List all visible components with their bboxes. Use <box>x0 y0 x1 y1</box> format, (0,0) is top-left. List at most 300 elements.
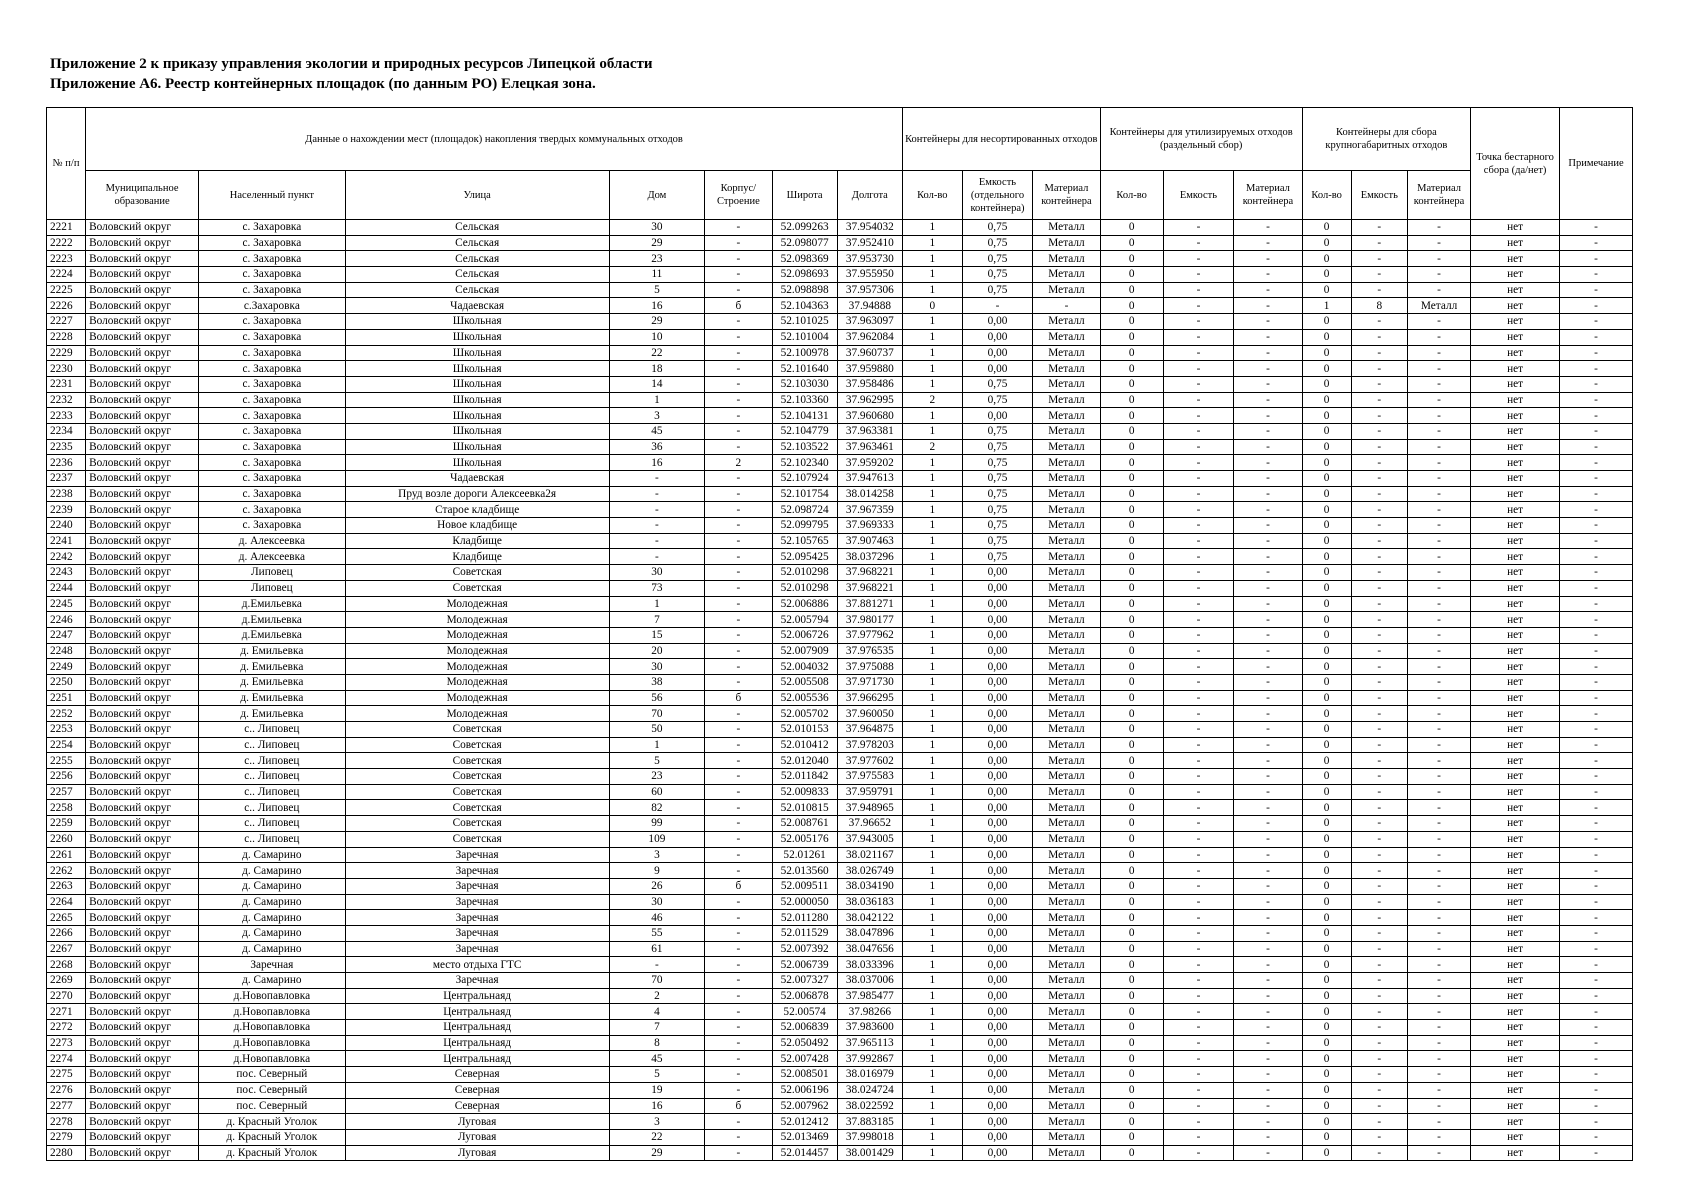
cell-recyclable-capacity: - <box>1163 863 1234 879</box>
cell-unsorted-capacity: 0,00 <box>962 690 1033 706</box>
cell-settlement: с. Захаровка <box>199 345 346 361</box>
cell-containerless: нет <box>1471 1035 1560 1051</box>
cell-settlement: с.. Липовец <box>199 769 346 785</box>
cell-street: Сельская <box>345 251 609 267</box>
cell-settlement: д. Алексеевка <box>199 533 346 549</box>
cell-note: - <box>1560 816 1633 832</box>
cell-street: Школьная <box>345 455 609 471</box>
cell-street: Старое кладбище <box>345 502 609 518</box>
cell-street: Молодежная <box>345 627 609 643</box>
cell-bulky-material: - <box>1408 235 1471 251</box>
cell-building: - <box>705 1145 772 1161</box>
cell-building: - <box>705 314 772 330</box>
cell-lat: 52.012040 <box>772 753 837 769</box>
cell-note: - <box>1560 471 1633 487</box>
cell-lat: 52.005536 <box>772 690 837 706</box>
cell-unsorted-capacity: 0,00 <box>962 314 1033 330</box>
cell-recyclable-capacity: - <box>1163 925 1234 941</box>
cell-bulky-count: 0 <box>1302 1082 1351 1098</box>
cell-building: - <box>705 910 772 926</box>
cell-num: 2237 <box>47 471 86 487</box>
cell-building: - <box>705 471 772 487</box>
header-unsorted-capacity: Емкость (отдельного контейнера) <box>962 171 1033 220</box>
cell-street: Заречная <box>345 847 609 863</box>
cell-recyclable-material: - <box>1234 345 1302 361</box>
cell-unsorted-material: Металл <box>1033 1020 1100 1036</box>
cell-bulky-capacity: - <box>1351 408 1407 424</box>
cell-bulky-count: 0 <box>1302 863 1351 879</box>
cell-note: - <box>1560 863 1633 879</box>
cell-building: - <box>705 423 772 439</box>
cell-bulky-material: - <box>1408 706 1471 722</box>
cell-lon: 37.992867 <box>837 1051 902 1067</box>
cell-building: - <box>705 596 772 612</box>
table-row <box>47 298 1633 314</box>
cell-unsorted-count: 1 <box>902 737 962 753</box>
cell-building: - <box>705 329 772 345</box>
cell-house: 8 <box>609 1035 705 1051</box>
cell-containerless: нет <box>1471 235 1560 251</box>
cell-building: - <box>705 643 772 659</box>
cell-unsorted-material: Металл <box>1033 455 1100 471</box>
cell-bulky-capacity: - <box>1351 565 1407 581</box>
cell-containerless: нет <box>1471 565 1560 581</box>
cell-unsorted-material: Металл <box>1033 1082 1100 1098</box>
cell-lon: 37.947613 <box>837 471 902 487</box>
cell-unsorted-material: Металл <box>1033 423 1100 439</box>
cell-recyclable-count: 0 <box>1100 816 1163 832</box>
cell-bulky-material: Металл <box>1408 298 1471 314</box>
cell-unsorted-count: 1 <box>902 1067 962 1083</box>
cell-unsorted-count: 1 <box>902 282 962 298</box>
cell-street: Северная <box>345 1067 609 1083</box>
cell-settlement: д. Красный Уголок <box>199 1129 346 1145</box>
cell-bulky-count: 0 <box>1302 973 1351 989</box>
table-row <box>47 674 1633 690</box>
cell-bulky-count: 0 <box>1302 643 1351 659</box>
cell-unsorted-capacity: 0,75 <box>962 471 1033 487</box>
cell-note: - <box>1560 847 1633 863</box>
cell-bulky-material: - <box>1408 580 1471 596</box>
cell-num: 2254 <box>47 737 86 753</box>
cell-municipality: Воловский округ <box>86 1145 199 1161</box>
document-title <box>50 54 653 94</box>
cell-recyclable-count: 0 <box>1100 282 1163 298</box>
cell-containerless: нет <box>1471 439 1560 455</box>
cell-num: 2225 <box>47 282 86 298</box>
cell-settlement: д. Емильевка <box>199 643 346 659</box>
cell-recyclable-material: - <box>1234 910 1302 926</box>
cell-recyclable-count: 0 <box>1100 957 1163 973</box>
cell-lat: 52.104779 <box>772 423 837 439</box>
cell-settlement: с. Захаровка <box>199 251 346 267</box>
cell-settlement: д. Самарино <box>199 894 346 910</box>
cell-bulky-capacity: - <box>1351 737 1407 753</box>
cell-lat: 52.098724 <box>772 502 837 518</box>
cell-containerless: нет <box>1471 580 1560 596</box>
cell-num: 2239 <box>47 502 86 518</box>
cell-note: - <box>1560 973 1633 989</box>
cell-bulky-material: - <box>1408 471 1471 487</box>
cell-bulky-count: 0 <box>1302 392 1351 408</box>
cell-unsorted-material: Металл <box>1033 722 1100 738</box>
cell-bulky-capacity: - <box>1351 816 1407 832</box>
cell-lon: 38.016979 <box>837 1067 902 1083</box>
cell-building: - <box>705 847 772 863</box>
cell-street: Пруд возле дороги Алексеевка2я <box>345 486 609 502</box>
cell-bulky-capacity: - <box>1351 1114 1407 1130</box>
cell-street: Луговая <box>345 1145 609 1161</box>
cell-lat: 52.010298 <box>772 580 837 596</box>
cell-unsorted-material: Металл <box>1033 612 1100 628</box>
cell-lon: 37.960680 <box>837 408 902 424</box>
cell-recyclable-capacity: - <box>1163 1114 1234 1130</box>
table-row <box>47 282 1633 298</box>
cell-municipality: Воловский округ <box>86 1129 199 1145</box>
cell-unsorted-capacity: 0,00 <box>962 878 1033 894</box>
cell-house: 7 <box>609 612 705 628</box>
cell-lat: 52.010153 <box>772 722 837 738</box>
cell-unsorted-capacity: 0,00 <box>962 941 1033 957</box>
cell-unsorted-capacity: 0,00 <box>962 831 1033 847</box>
cell-unsorted-material: Металл <box>1033 518 1100 534</box>
cell-recyclable-material: - <box>1234 1051 1302 1067</box>
cell-recyclable-material: - <box>1234 329 1302 345</box>
cell-note: - <box>1560 769 1633 785</box>
cell-bulky-capacity: - <box>1351 1145 1407 1161</box>
cell-unsorted-capacity: 0,00 <box>962 329 1033 345</box>
table-row <box>47 894 1633 910</box>
cell-unsorted-material: Металл <box>1033 1035 1100 1051</box>
cell-unsorted-count: 1 <box>902 267 962 283</box>
cell-bulky-capacity: 8 <box>1351 298 1407 314</box>
cell-unsorted-material: Металл <box>1033 957 1100 973</box>
cell-unsorted-count: 1 <box>902 847 962 863</box>
cell-lon: 38.037006 <box>837 973 902 989</box>
cell-bulky-material: - <box>1408 1004 1471 1020</box>
cell-unsorted-count: 1 <box>902 329 962 345</box>
cell-municipality: Воловский округ <box>86 925 199 941</box>
cell-house: 1 <box>609 596 705 612</box>
cell-building: 2 <box>705 455 772 471</box>
cell-municipality: Воловский округ <box>86 1067 199 1083</box>
cell-note: - <box>1560 565 1633 581</box>
cell-note: - <box>1560 439 1633 455</box>
cell-num: 2273 <box>47 1035 86 1051</box>
table-row <box>47 690 1633 706</box>
cell-recyclable-material: - <box>1234 659 1302 675</box>
cell-unsorted-capacity: 0,75 <box>962 502 1033 518</box>
cell-unsorted-count: 1 <box>902 988 962 1004</box>
cell-containerless: нет <box>1471 282 1560 298</box>
cell-building: - <box>705 1020 772 1036</box>
cell-street: Советская <box>345 580 609 596</box>
cell-lat: 52.103030 <box>772 376 837 392</box>
header-bulky-group: Контейнеры для сбора крупногабаритных отходов <box>1302 108 1470 171</box>
cell-bulky-material: - <box>1408 800 1471 816</box>
cell-containerless: нет <box>1471 816 1560 832</box>
header-lon: Долгота <box>837 171 902 220</box>
cell-note: - <box>1560 627 1633 643</box>
cell-num: 2280 <box>47 1145 86 1161</box>
cell-municipality: Воловский округ <box>86 627 199 643</box>
cell-recyclable-count: 0 <box>1100 439 1163 455</box>
cell-lon: 37.907463 <box>837 533 902 549</box>
cell-num: 2256 <box>47 769 86 785</box>
cell-bulky-material: - <box>1408 1082 1471 1098</box>
cell-recyclable-capacity: - <box>1163 973 1234 989</box>
cell-num: 2278 <box>47 1114 86 1130</box>
cell-recyclable-count: 0 <box>1100 518 1163 534</box>
cell-municipality: Воловский округ <box>86 596 199 612</box>
table-row <box>47 847 1633 863</box>
cell-lon: 37.963381 <box>837 423 902 439</box>
cell-unsorted-capacity: 0,00 <box>962 1035 1033 1051</box>
cell-note: - <box>1560 910 1633 926</box>
cell-containerless: нет <box>1471 1129 1560 1145</box>
cell-unsorted-material: Металл <box>1033 941 1100 957</box>
cell-containerless: нет <box>1471 659 1560 675</box>
cell-house: - <box>609 471 705 487</box>
cell-recyclable-capacity: - <box>1163 784 1234 800</box>
cell-recyclable-material: - <box>1234 894 1302 910</box>
cell-municipality: Воловский округ <box>86 1004 199 1020</box>
cell-building: - <box>705 502 772 518</box>
cell-containerless: нет <box>1471 1004 1560 1020</box>
table-row <box>47 1114 1633 1130</box>
table-row <box>47 659 1633 675</box>
cell-unsorted-count: 1 <box>902 580 962 596</box>
cell-bulky-count: 0 <box>1302 722 1351 738</box>
cell-lon: 37.978203 <box>837 737 902 753</box>
cell-bulky-material: - <box>1408 502 1471 518</box>
table-row <box>47 345 1633 361</box>
cell-bulky-count: 0 <box>1302 1020 1351 1036</box>
cell-note: - <box>1560 1051 1633 1067</box>
cell-bulky-capacity: - <box>1351 314 1407 330</box>
cell-street: Молодежная <box>345 690 609 706</box>
cell-municipality: Воловский округ <box>86 722 199 738</box>
cell-bulky-material: - <box>1408 1051 1471 1067</box>
cell-recyclable-count: 0 <box>1100 627 1163 643</box>
cell-unsorted-capacity: 0,00 <box>962 1082 1033 1098</box>
cell-municipality: Воловский округ <box>86 1020 199 1036</box>
cell-unsorted-material: Металл <box>1033 627 1100 643</box>
cell-lon: 37.962084 <box>837 329 902 345</box>
cell-lon: 37.983600 <box>837 1020 902 1036</box>
cell-bulky-count: 0 <box>1302 533 1351 549</box>
cell-settlement: с. Захаровка <box>199 408 346 424</box>
cell-bulky-capacity: - <box>1351 282 1407 298</box>
header-recyclable-count: Кол-во <box>1100 171 1163 220</box>
cell-lat: 52.000050 <box>772 894 837 910</box>
cell-containerless: нет <box>1471 706 1560 722</box>
cell-settlement: с.. Липовец <box>199 784 346 800</box>
cell-building: - <box>705 784 772 800</box>
cell-num: 2272 <box>47 1020 86 1036</box>
cell-settlement: с. Захаровка <box>199 455 346 471</box>
cell-recyclable-capacity: - <box>1163 722 1234 738</box>
cell-street: Сельская <box>345 267 609 283</box>
cell-note: - <box>1560 314 1633 330</box>
cell-bulky-count: 0 <box>1302 471 1351 487</box>
cell-recyclable-capacity: - <box>1163 392 1234 408</box>
cell-unsorted-material: Металл <box>1033 988 1100 1004</box>
cell-bulky-count: 0 <box>1302 988 1351 1004</box>
cell-house: - <box>609 486 705 502</box>
cell-bulky-capacity: - <box>1351 894 1407 910</box>
cell-note: - <box>1560 345 1633 361</box>
cell-unsorted-count: 1 <box>902 518 962 534</box>
cell-lon: 37.881271 <box>837 596 902 612</box>
cell-recyclable-material: - <box>1234 612 1302 628</box>
cell-settlement: с.. Липовец <box>199 722 346 738</box>
cell-unsorted-material: Металл <box>1033 878 1100 894</box>
cell-unsorted-material: Металл <box>1033 376 1100 392</box>
cell-containerless: нет <box>1471 612 1560 628</box>
cell-lat: 52.098898 <box>772 282 837 298</box>
header-note: Примечание <box>1560 108 1633 220</box>
cell-recyclable-count: 0 <box>1100 1098 1163 1114</box>
cell-bulky-count: 0 <box>1302 878 1351 894</box>
cell-recyclable-capacity: - <box>1163 910 1234 926</box>
cell-building: - <box>705 235 772 251</box>
cell-municipality: Воловский округ <box>86 235 199 251</box>
cell-recyclable-capacity: - <box>1163 847 1234 863</box>
cell-lon: 37.959791 <box>837 784 902 800</box>
cell-unsorted-count: 1 <box>902 957 962 973</box>
cell-lon: 37.958486 <box>837 376 902 392</box>
cell-building: б <box>705 1098 772 1114</box>
cell-building: - <box>705 659 772 675</box>
cell-bulky-capacity: - <box>1351 863 1407 879</box>
cell-street: Школьная <box>345 423 609 439</box>
cell-bulky-capacity: - <box>1351 659 1407 675</box>
cell-lat: 52.050492 <box>772 1035 837 1051</box>
cell-recyclable-capacity: - <box>1163 267 1234 283</box>
table-row <box>47 612 1633 628</box>
header-street: Улица <box>345 171 609 220</box>
cell-containerless: нет <box>1471 878 1560 894</box>
cell-municipality: Воловский округ <box>86 769 199 785</box>
cell-unsorted-capacity: 0,00 <box>962 1114 1033 1130</box>
cell-bulky-capacity: - <box>1351 612 1407 628</box>
cell-recyclable-material: - <box>1234 1114 1302 1130</box>
cell-bulky-count: 0 <box>1302 361 1351 377</box>
cell-bulky-material: - <box>1408 722 1471 738</box>
cell-recyclable-capacity: - <box>1163 361 1234 377</box>
cell-recyclable-material: - <box>1234 1020 1302 1036</box>
cell-bulky-material: - <box>1408 737 1471 753</box>
cell-building: - <box>705 565 772 581</box>
cell-house: 16 <box>609 298 705 314</box>
cell-bulky-count: 0 <box>1302 580 1351 596</box>
cell-unsorted-count: 1 <box>902 1114 962 1130</box>
cell-unsorted-capacity: 0,00 <box>962 1098 1033 1114</box>
cell-bulky-capacity: - <box>1351 329 1407 345</box>
cell-settlement: Заречная <box>199 957 346 973</box>
cell-containerless: нет <box>1471 674 1560 690</box>
cell-containerless: нет <box>1471 502 1560 518</box>
cell-street: Школьная <box>345 439 609 455</box>
cell-containerless: нет <box>1471 1067 1560 1083</box>
cell-building: - <box>705 361 772 377</box>
cell-lon: 37.96652 <box>837 816 902 832</box>
cell-bulky-count: 0 <box>1302 518 1351 534</box>
cell-containerless: нет <box>1471 973 1560 989</box>
cell-num: 2264 <box>47 894 86 910</box>
cell-house: 36 <box>609 439 705 455</box>
cell-house: 1 <box>609 737 705 753</box>
cell-bulky-count: 0 <box>1302 612 1351 628</box>
cell-bulky-count: 0 <box>1302 910 1351 926</box>
cell-settlement: д. Емильевка <box>199 674 346 690</box>
cell-street: Центральнаяд <box>345 1020 609 1036</box>
cell-bulky-count: 0 <box>1302 769 1351 785</box>
cell-note: - <box>1560 1129 1633 1145</box>
cell-bulky-material: - <box>1408 455 1471 471</box>
cell-note: - <box>1560 361 1633 377</box>
cell-municipality: Воловский округ <box>86 486 199 502</box>
cell-unsorted-material: Металл <box>1033 596 1100 612</box>
cell-bulky-material: - <box>1408 1145 1471 1161</box>
cell-unsorted-capacity: 0,75 <box>962 549 1033 565</box>
cell-unsorted-count: 1 <box>902 627 962 643</box>
cell-recyclable-material: - <box>1234 282 1302 298</box>
cell-bulky-material: - <box>1408 361 1471 377</box>
cell-settlement: с.Захаровка <box>199 298 346 314</box>
cell-bulky-count: 0 <box>1302 408 1351 424</box>
table-row <box>47 753 1633 769</box>
cell-containerless: нет <box>1471 486 1560 502</box>
cell-unsorted-material: - <box>1033 298 1100 314</box>
cell-house: 18 <box>609 361 705 377</box>
cell-settlement: д.Новопавловка <box>199 1035 346 1051</box>
cell-house: 16 <box>609 1098 705 1114</box>
cell-lat: 52.009833 <box>772 784 837 800</box>
cell-unsorted-material: Металл <box>1033 439 1100 455</box>
cell-municipality: Воловский округ <box>86 894 199 910</box>
cell-bulky-count: 0 <box>1302 957 1351 973</box>
cell-building: б <box>705 878 772 894</box>
cell-unsorted-count: 1 <box>902 894 962 910</box>
table-row <box>47 831 1633 847</box>
cell-recyclable-capacity: - <box>1163 627 1234 643</box>
cell-bulky-count: 0 <box>1302 894 1351 910</box>
cell-recyclable-count: 0 <box>1100 769 1163 785</box>
cell-note: - <box>1560 282 1633 298</box>
cell-bulky-count: 0 <box>1302 706 1351 722</box>
cell-containerless: нет <box>1471 925 1560 941</box>
cell-building: - <box>705 220 772 236</box>
cell-bulky-material: - <box>1408 627 1471 643</box>
cell-note: - <box>1560 1082 1633 1098</box>
cell-house: 61 <box>609 941 705 957</box>
cell-bulky-capacity: - <box>1351 674 1407 690</box>
cell-unsorted-material: Металл <box>1033 659 1100 675</box>
cell-municipality: Воловский округ <box>86 973 199 989</box>
cell-recyclable-material: - <box>1234 690 1302 706</box>
cell-street: Молодежная <box>345 706 609 722</box>
cell-house: 45 <box>609 423 705 439</box>
cell-bulky-count: 0 <box>1302 737 1351 753</box>
cell-containerless: нет <box>1471 1082 1560 1098</box>
cell-unsorted-count: 1 <box>902 816 962 832</box>
cell-unsorted-capacity: 0,00 <box>962 345 1033 361</box>
cell-note: - <box>1560 251 1633 267</box>
cell-building: - <box>705 941 772 957</box>
cell-bulky-capacity: - <box>1351 1129 1407 1145</box>
